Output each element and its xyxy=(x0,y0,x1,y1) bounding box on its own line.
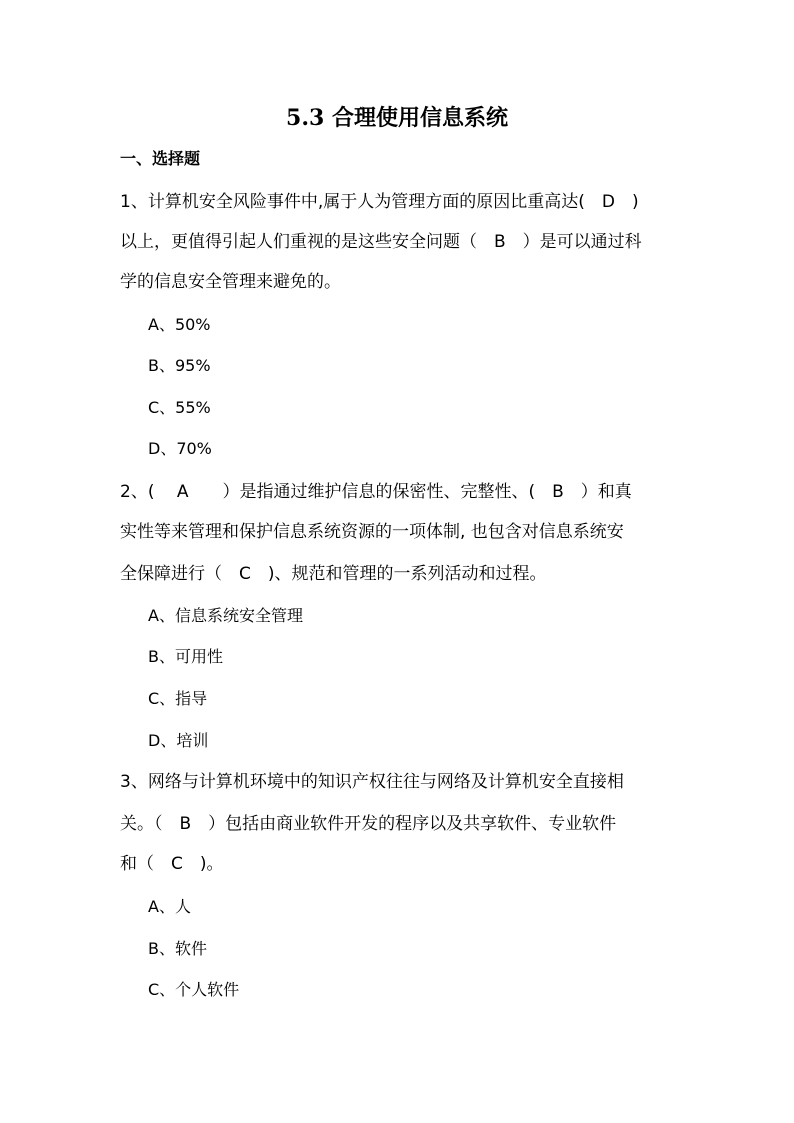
document-title: 5.3 合理使用信息系统 xyxy=(286,105,508,131)
question-2-option-b: B、可用性 xyxy=(148,647,223,666)
question-3-option-a: A、人 xyxy=(148,897,191,916)
question-2-option-c: C、指导 xyxy=(148,689,208,708)
question-1-line-1: 1、计算机安全风险事件中,属于人为管理方面的原因比重高达( D ) xyxy=(120,192,639,212)
question-1-option-c: C、55% xyxy=(148,398,211,417)
question-2-option-d: D、培训 xyxy=(148,731,209,750)
question-2-option-a: A、信息系统安全管理 xyxy=(148,606,303,625)
question-3-option-c: C、个人软件 xyxy=(148,980,240,999)
question-1-line-3: 学的信息安全管理来避免的。 xyxy=(120,272,341,292)
question-2-line-3: 全保障进行（ C )、规范和管理的一系列活动和过程。 xyxy=(120,564,547,584)
question-1-option-a: A、50% xyxy=(148,315,211,334)
question-3-option-b: B、软件 xyxy=(148,939,207,958)
question-1-option-d: D、70% xyxy=(148,439,212,458)
question-3-line-1: 3、网络与计算机环境中的知识产权往往与网络及计算机安全直接相 xyxy=(120,772,624,792)
question-2-line-2: 实性等来管理和保护信息系统资源的一项体制, 也包含对信息系统安 xyxy=(120,522,624,542)
question-1-option-b: B、95% xyxy=(148,356,211,375)
section-heading: 一、选择题 xyxy=(120,149,201,168)
question-3-line-2: 关。（ B ）包括由商业软件开发的程序以及共享软件、专业软件 xyxy=(120,814,617,834)
question-3-line-3: 和（ C )。 xyxy=(120,854,224,874)
question-1-line-2: 以上，更值得引起人们重视的是这些安全问题（ B ）是可以通过科 xyxy=(120,232,642,252)
question-2-line-1: 2、( A ）是指通过维护信息的保密性、完整性、( B ）和真 xyxy=(120,482,632,502)
